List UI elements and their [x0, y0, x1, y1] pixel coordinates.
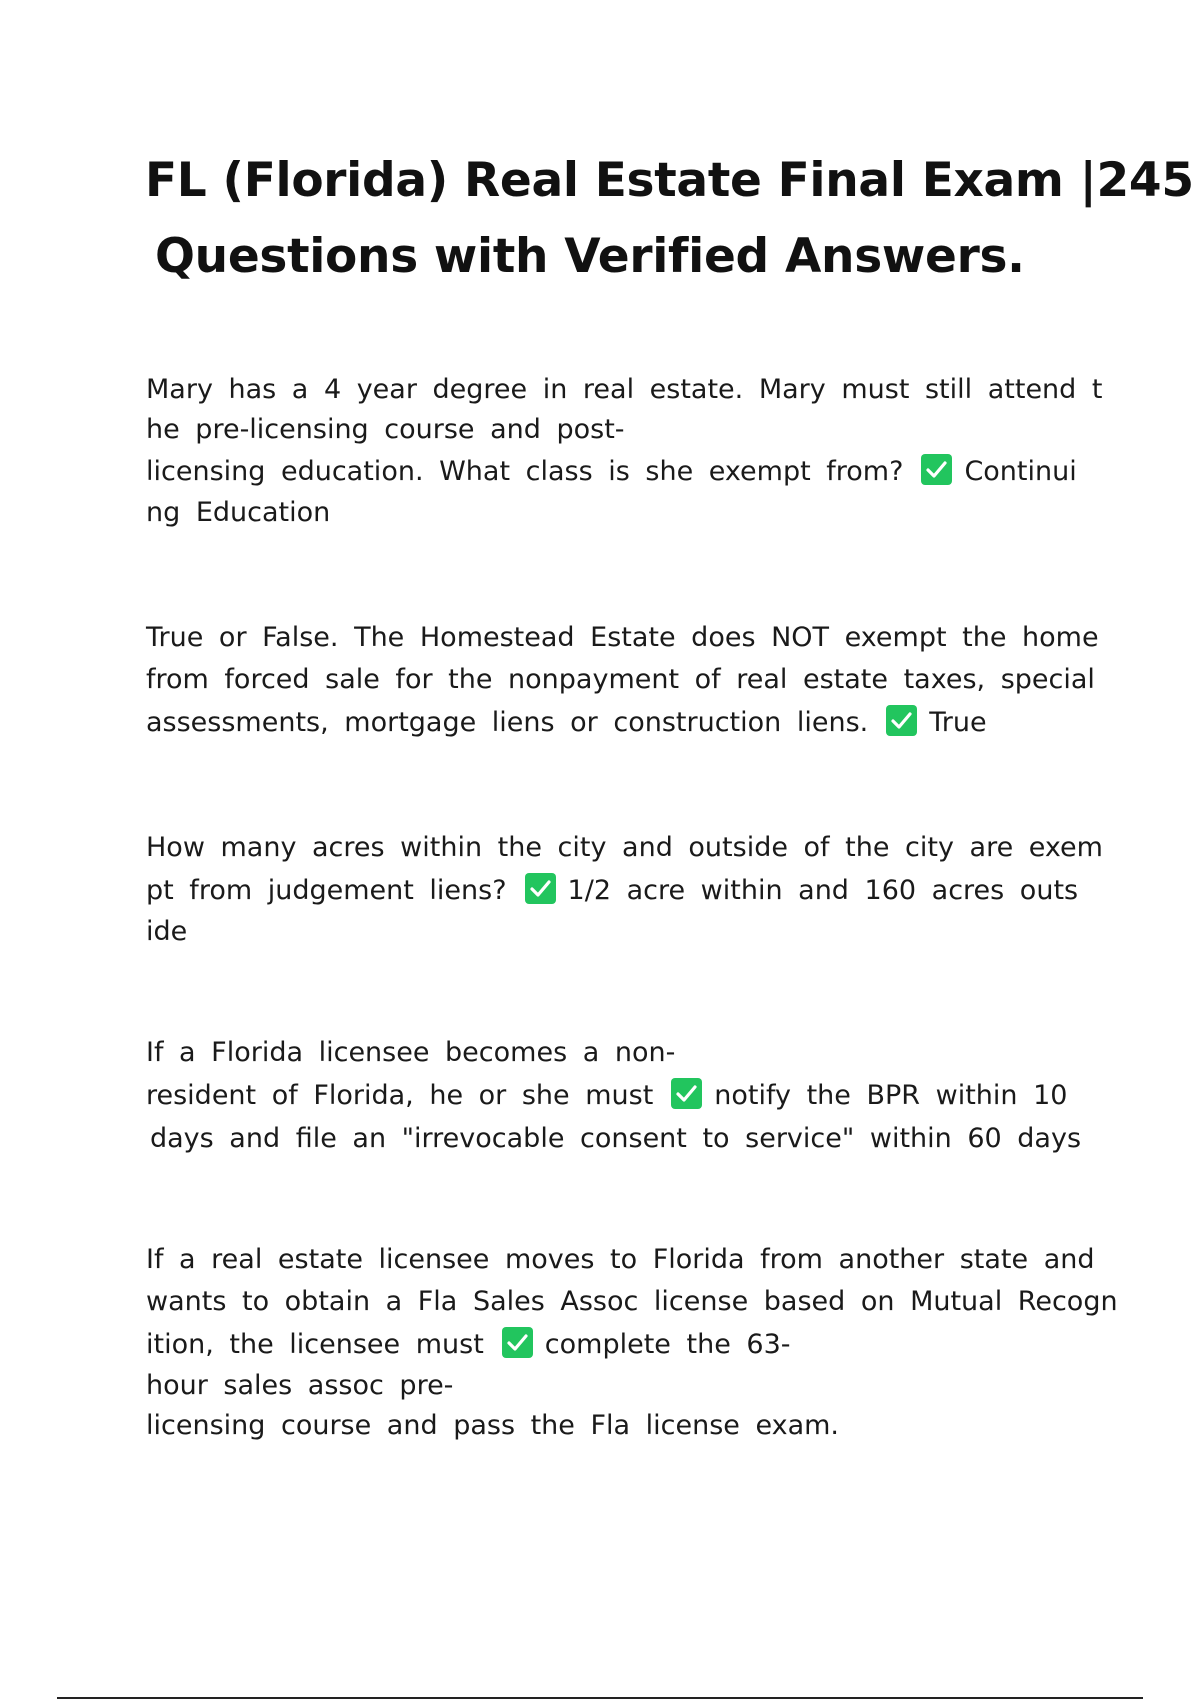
question-text: assessments, mortgage liens or construction liens. [146, 707, 869, 738]
answer-text: Continui [964, 456, 1077, 487]
question-text: True or False. The Homestead Estate does NOT exempt the home [146, 622, 1099, 653]
answer-text: days and file an "irrevocable consent to service" within 60 days [150, 1123, 1082, 1154]
qa-item-2 [146, 618, 1099, 744]
question-text-with-answer [146, 701, 1091, 744]
question-text: wants to obtain a Fla Sales Assoc license based on Mutual Recogn [146, 1286, 1118, 1317]
question-text: he pre-licensing course and post- [146, 414, 625, 445]
qa-item-4 [146, 1031, 1091, 1160]
document-title [145, 143, 1194, 295]
footer-divider [57, 1697, 1143, 1699]
answer-text: complete the 63- [544, 1329, 791, 1360]
check-box-icon [886, 705, 917, 736]
question-text: If a real estate licensee moves to Florida from another state and [146, 1244, 1095, 1275]
question-text-with-answer [146, 450, 1091, 493]
title-line-2: Questions with Verified Answers. [155, 229, 1025, 284]
question-text: How many acres within the city and outside of the city are exem [146, 832, 1103, 863]
question-text-with-answer [146, 869, 1091, 912]
check-box-icon [921, 454, 952, 485]
qa-item-5 [146, 1240, 1118, 1446]
qa-item-1 [146, 370, 1103, 533]
question-text: ition, the licensee must [146, 1329, 484, 1360]
question-text: from forced sale for the nonpayment of real estate taxes, special [146, 664, 1095, 695]
answer-text: True [929, 707, 987, 738]
answer-text: 1/2 acre within and 160 acres outs [567, 875, 1079, 906]
question-text: resident of Florida, he or she must [146, 1080, 654, 1111]
question-text: If a Florida licensee becomes a non- [146, 1037, 676, 1068]
question-text-with-answer [146, 1323, 1091, 1366]
check-box-icon [525, 873, 556, 904]
answer-text: hour sales assoc pre- [146, 1370, 454, 1401]
qa-item-3 [146, 826, 1103, 952]
answer-text: ng Education [146, 497, 331, 528]
question-text: licensing education. What class is she exempt from? [146, 456, 904, 487]
answer-text: licensing course and pass the Fla license exam. [146, 1410, 840, 1441]
title-line-1: FL (Florida) Real Estate Final Exam |245 [145, 153, 1194, 208]
answer-text: notify the BPR within 10 [714, 1080, 1068, 1111]
question-text: pt from judgement liens? [146, 875, 507, 906]
answer-text: ide [146, 916, 188, 947]
question-text-with-answer [146, 1074, 1091, 1117]
check-box-icon [502, 1327, 533, 1358]
question-text: Mary has a 4 year degree in real estate. Mary must still attend t [146, 374, 1103, 405]
check-box-icon [671, 1078, 702, 1109]
